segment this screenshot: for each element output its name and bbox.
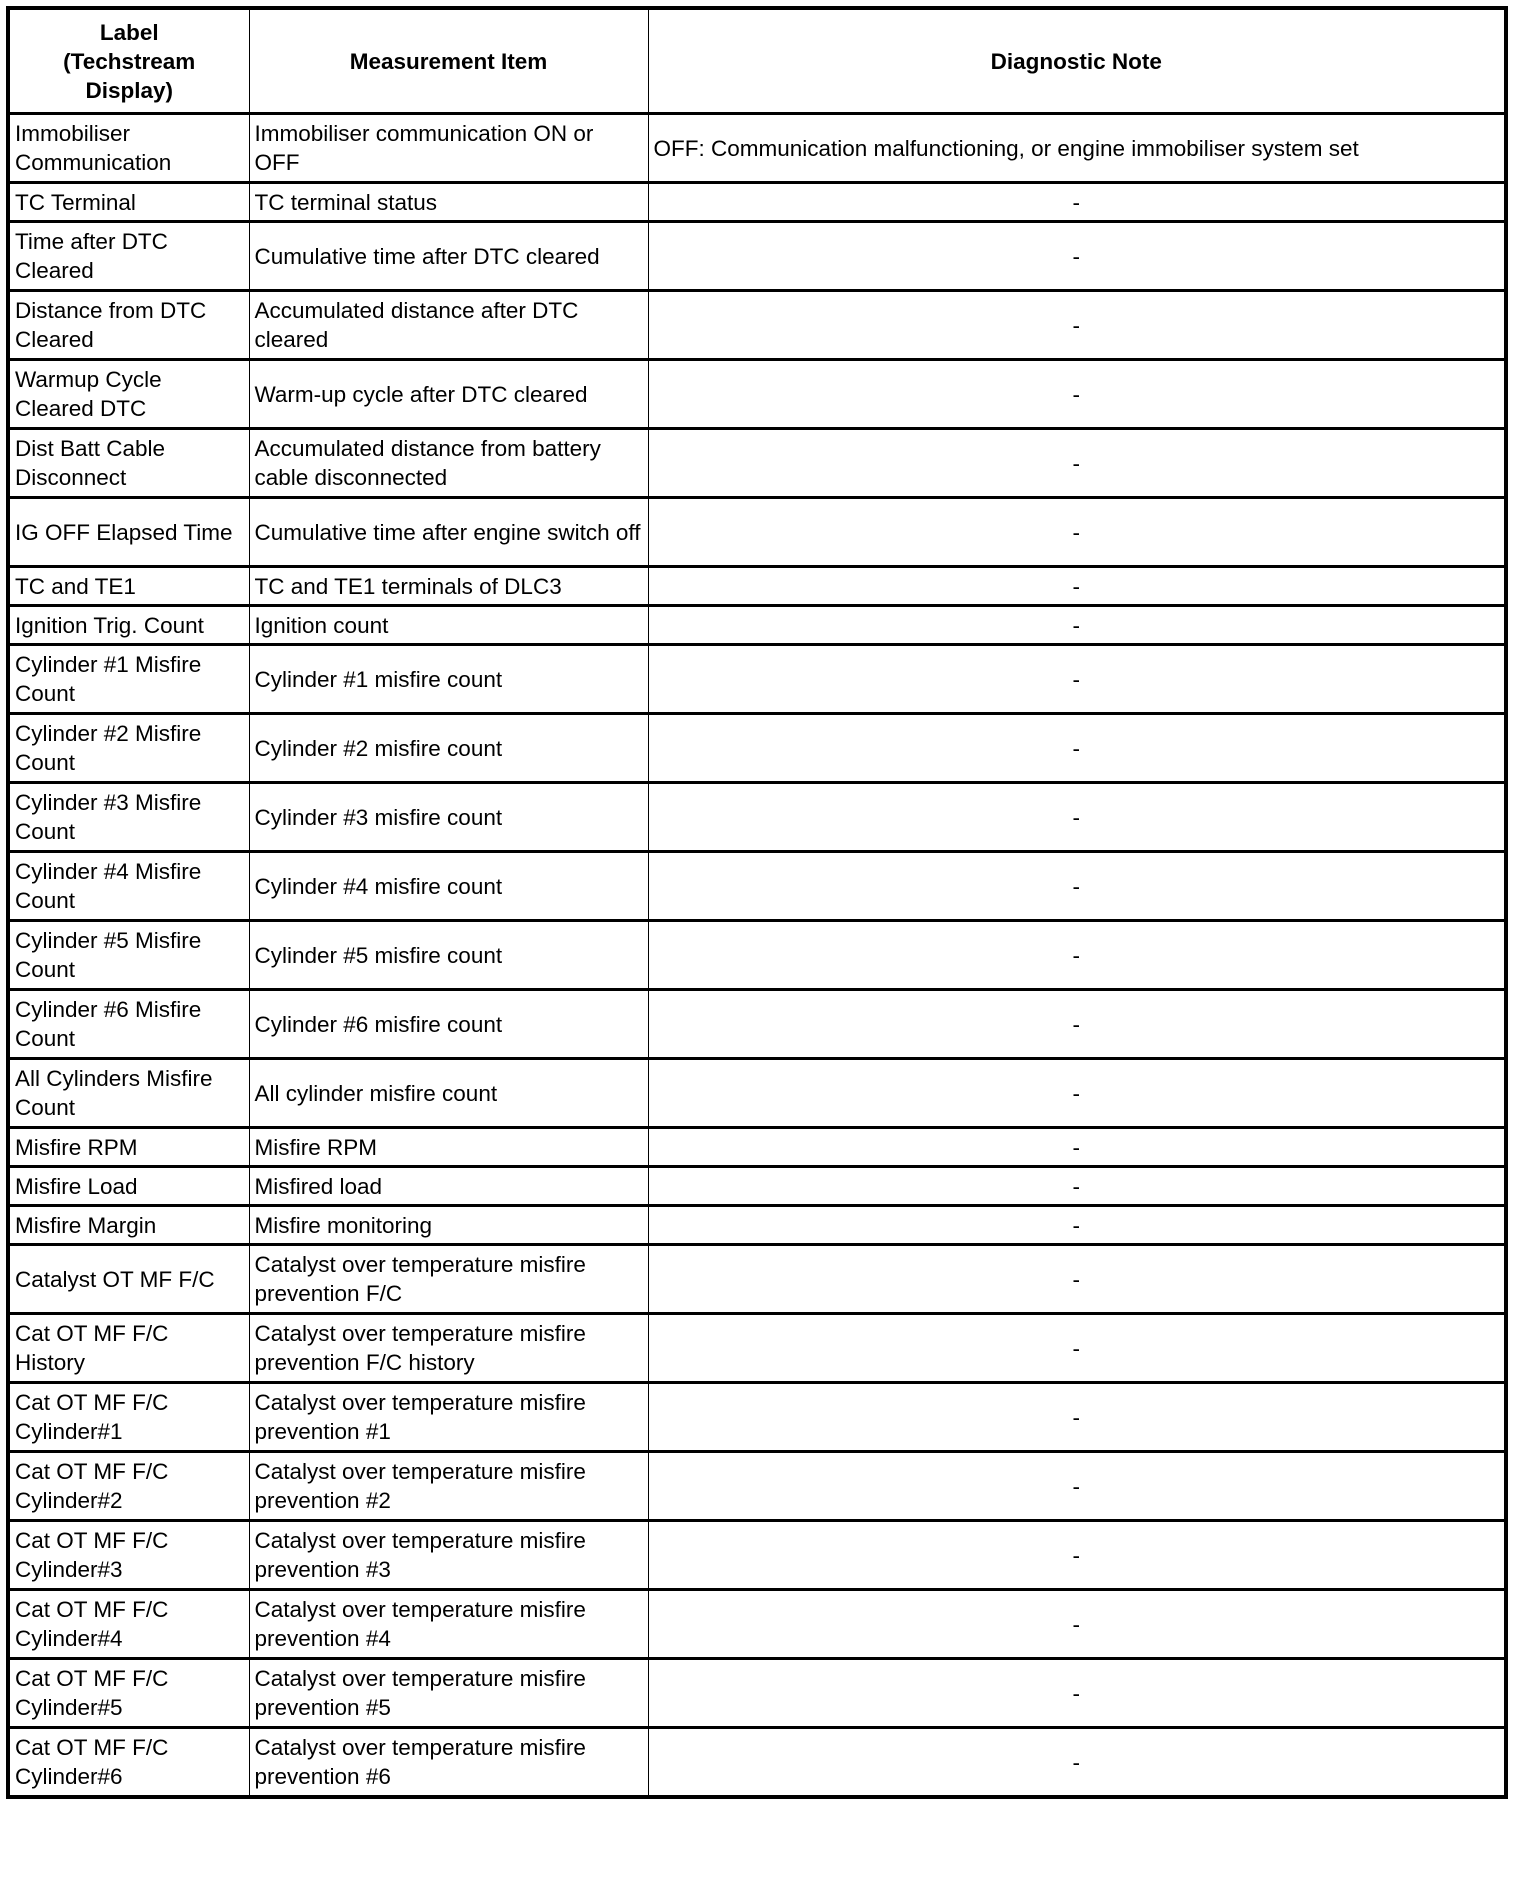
row-measurement-item: Warm-up cycle after DTC cleared xyxy=(249,360,648,429)
row-diagnostic-note: - xyxy=(648,1059,1506,1128)
row-diagnostic-note: - xyxy=(648,498,1506,567)
row-diagnostic-note: - xyxy=(648,852,1506,921)
table-row xyxy=(8,714,1506,783)
table-row xyxy=(8,1206,1506,1245)
row-diagnostic-note: - xyxy=(648,1383,1506,1452)
row-label: Catalyst OT MF F/C xyxy=(8,1245,249,1314)
row-measurement-item: TC terminal status xyxy=(249,183,648,222)
table-row xyxy=(8,1245,1506,1314)
row-label: Cylinder #4 Misfire Count xyxy=(8,852,249,921)
table-row xyxy=(8,222,1506,291)
row-diagnostic-note: - xyxy=(648,1206,1506,1245)
row-label: Dist Batt Cable Disconnect xyxy=(8,429,249,498)
row-diagnostic-note: - xyxy=(648,1167,1506,1206)
row-diagnostic-note: - xyxy=(648,921,1506,990)
row-measurement-item: Cylinder #4 misfire count xyxy=(249,852,648,921)
row-measurement-item: All cylinder misfire count xyxy=(249,1059,648,1128)
row-label: Misfire Margin xyxy=(8,1206,249,1245)
table-row xyxy=(8,498,1506,567)
row-label: Distance from DTC Cleared xyxy=(8,291,249,360)
row-measurement-item: Misfire RPM xyxy=(249,1128,648,1167)
row-label: Cat OT MF F/C History xyxy=(8,1314,249,1383)
table-row xyxy=(8,1659,1506,1728)
table-row xyxy=(8,1167,1506,1206)
header-label: Label (Techstream Display) xyxy=(8,8,249,114)
row-diagnostic-note: - xyxy=(648,990,1506,1059)
table-row xyxy=(8,1314,1506,1383)
row-measurement-item: Misfire monitoring xyxy=(249,1206,648,1245)
row-measurement-item: Cylinder #5 misfire count xyxy=(249,921,648,990)
table-row xyxy=(8,606,1506,645)
row-measurement-item: Accumulated distance from battery cable disconnected xyxy=(249,429,648,498)
header-diagnostic-note: Diagnostic Note xyxy=(648,8,1506,114)
row-label: Cat OT MF F/C Cylinder#2 xyxy=(8,1452,249,1521)
row-measurement-item: Catalyst over temperature misfire prevention #4 xyxy=(249,1590,648,1659)
row-measurement-item: Catalyst over temperature misfire prevention #2 xyxy=(249,1452,648,1521)
row-diagnostic-note: - xyxy=(648,783,1506,852)
row-label: Cylinder #5 Misfire Count xyxy=(8,921,249,990)
row-diagnostic-note: - xyxy=(648,1659,1506,1728)
row-diagnostic-note: - xyxy=(648,1314,1506,1383)
row-diagnostic-note: - xyxy=(648,1245,1506,1314)
data-list-table xyxy=(6,6,1508,1799)
row-diagnostic-note: - xyxy=(648,291,1506,360)
row-measurement-item: Catalyst over temperature misfire prevention F/C xyxy=(249,1245,648,1314)
row-measurement-item: Cylinder #6 misfire count xyxy=(249,990,648,1059)
row-label: Cylinder #2 Misfire Count xyxy=(8,714,249,783)
row-label: Immobiliser Communication xyxy=(8,114,249,183)
table-row xyxy=(8,1059,1506,1128)
table-row xyxy=(8,567,1506,606)
row-label: Cylinder #3 Misfire Count xyxy=(8,783,249,852)
table-row xyxy=(8,1728,1506,1798)
table-row xyxy=(8,114,1506,183)
row-label: All Cylinders Misfire Count xyxy=(8,1059,249,1128)
header-measurement-item: Measurement Item xyxy=(249,8,648,114)
row-measurement-item: Cumulative time after DTC cleared xyxy=(249,222,648,291)
table-row xyxy=(8,1383,1506,1452)
row-measurement-item: Ignition count xyxy=(249,606,648,645)
table-row xyxy=(8,429,1506,498)
row-label: TC Terminal xyxy=(8,183,249,222)
row-measurement-item: Catalyst over temperature misfire prevention #1 xyxy=(249,1383,648,1452)
row-diagnostic-note: - xyxy=(648,645,1506,714)
row-label: Cat OT MF F/C Cylinder#4 xyxy=(8,1590,249,1659)
row-diagnostic-note: OFF: Communication malfunctioning, or engine immobiliser system set xyxy=(648,114,1506,183)
row-label: Cylinder #1 Misfire Count xyxy=(8,645,249,714)
row-label: Cat OT MF F/C Cylinder#6 xyxy=(8,1728,249,1798)
header-row xyxy=(8,8,1506,114)
row-measurement-item: Cylinder #2 misfire count xyxy=(249,714,648,783)
row-label: Warmup Cycle Cleared DTC xyxy=(8,360,249,429)
row-diagnostic-note: - xyxy=(648,1728,1506,1798)
row-label: IG OFF Elapsed Time xyxy=(8,498,249,567)
row-measurement-item: Catalyst over temperature misfire prevention #3 xyxy=(249,1521,648,1590)
row-label: Time after DTC Cleared xyxy=(8,222,249,291)
table-row xyxy=(8,360,1506,429)
row-diagnostic-note: - xyxy=(648,222,1506,291)
row-diagnostic-note: - xyxy=(648,360,1506,429)
table-row xyxy=(8,1128,1506,1167)
table-row xyxy=(8,852,1506,921)
table-row xyxy=(8,990,1506,1059)
table-row xyxy=(8,645,1506,714)
row-measurement-item: Accumulated distance after DTC cleared xyxy=(249,291,648,360)
row-diagnostic-note: - xyxy=(648,1452,1506,1521)
row-measurement-item: Cylinder #1 misfire count xyxy=(249,645,648,714)
row-label: Cat OT MF F/C Cylinder#1 xyxy=(8,1383,249,1452)
row-label: Ignition Trig. Count xyxy=(8,606,249,645)
row-label: Cat OT MF F/C Cylinder#3 xyxy=(8,1521,249,1590)
table-row xyxy=(8,783,1506,852)
table-row xyxy=(8,1590,1506,1659)
row-diagnostic-note: - xyxy=(648,1521,1506,1590)
table-row xyxy=(8,1452,1506,1521)
table-row xyxy=(8,183,1506,222)
row-diagnostic-note: - xyxy=(648,567,1506,606)
row-measurement-item: Cylinder #3 misfire count xyxy=(249,783,648,852)
row-label: Misfire RPM xyxy=(8,1128,249,1167)
row-measurement-item: Immobiliser communication ON or OFF xyxy=(249,114,648,183)
row-diagnostic-note: - xyxy=(648,1590,1506,1659)
row-label: Misfire Load xyxy=(8,1167,249,1206)
row-measurement-item: Catalyst over temperature misfire prevention #6 xyxy=(249,1728,648,1798)
table-row xyxy=(8,921,1506,990)
row-measurement-item: Misfired load xyxy=(249,1167,648,1206)
row-measurement-item: Catalyst over temperature misfire prevention #5 xyxy=(249,1659,648,1728)
row-measurement-item: TC and TE1 terminals of DLC3 xyxy=(249,567,648,606)
row-measurement-item: Catalyst over temperature misfire prevention F/C history xyxy=(249,1314,648,1383)
row-label: TC and TE1 xyxy=(8,567,249,606)
row-label: Cat OT MF F/C Cylinder#5 xyxy=(8,1659,249,1728)
table-row xyxy=(8,291,1506,360)
row-diagnostic-note: - xyxy=(648,1128,1506,1167)
table-row xyxy=(8,1521,1506,1590)
row-diagnostic-note: - xyxy=(648,429,1506,498)
row-diagnostic-note: - xyxy=(648,606,1506,645)
row-measurement-item: Cumulative time after engine switch off xyxy=(249,498,648,567)
row-diagnostic-note: - xyxy=(648,183,1506,222)
row-label: Cylinder #6 Misfire Count xyxy=(8,990,249,1059)
row-diagnostic-note: - xyxy=(648,714,1506,783)
